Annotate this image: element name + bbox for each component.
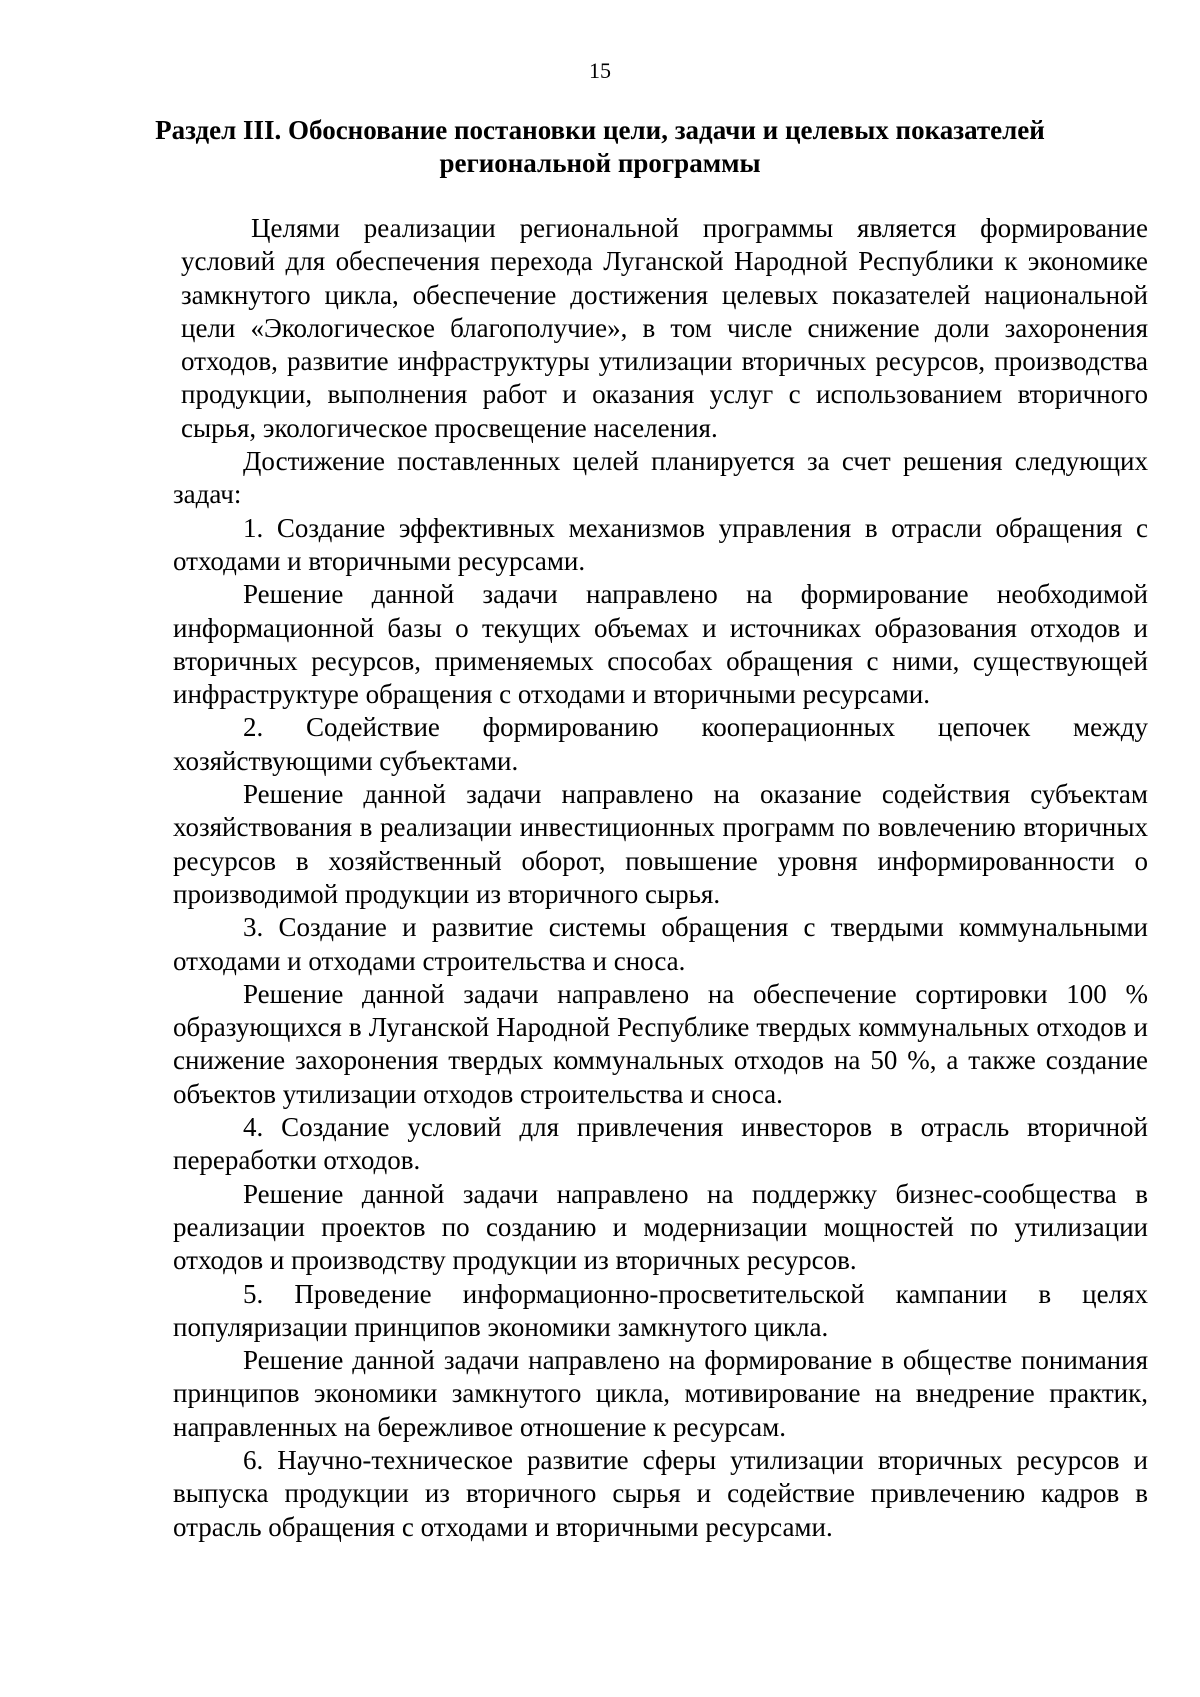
paragraph-task-2-solution: Решение данной задачи направлено на оказание содействия субъектам хозяйствования в реализации инвестиционных программ по вовлечению вторичных ресурсов в хозяйственный оборот, повышение уровня информированности о производимой продукции из вторичного сырья. [173, 779, 1148, 909]
paragraph-task-3: 3. Создание и развитие системы обращения с твердыми коммунальными отходами и отходами строительства и сноса. [173, 912, 1148, 976]
document-body [173, 212, 1148, 1544]
paragraph-task-5-solution: Решение данной задачи направлено на формирование в обществе понимания принципов экономики замкнутого цикла, мотивирование на внедрение практик, направленных на бережливое отношение к ресурсам. [173, 1345, 1148, 1442]
page-number: 15 [589, 58, 611, 83]
paragraph-goals: Целями реализации региональной программы является формирование условий для обеспечения перехода Луганской Народной Республики к экономике замкнутого цикла, обеспечение достижения целевых показателей национальной цели «Экологическое благополучие», в том числе снижение доли захоронения отходов, развитие инфраструктуры утилизации вторичных ресурсов, производства продукции, выполнения работ и оказания услуг с использованием вторичного сырья, экологическое просвещение населения. [181, 213, 1148, 443]
paragraph-task-4-solution: Решение данной задачи направлено на поддержку бизнес-сообщества в реализации проектов по созданию и модернизации мощностей по утилизации отходов и производству продукции из вторичных ресурсов. [173, 1178, 1148, 1276]
paragraph-task-2: 2. Содействие формированию кооперационных цепочек между хозяйствующими субъектами. [173, 712, 1148, 776]
section-heading-line-2: региональной программы [439, 148, 761, 178]
paragraph-task-3-solution: Решение данной задачи направлено на обеспечение сортировки 100 % образующихся в Луганской Народной Республике твердых коммунальных отходов и снижение захоронения твердых коммунальных отходов на 50 %, а также создание объектов утилизации отходов строительства и сноса. [173, 978, 1148, 1109]
paragraph-task-5: 5. Проведение информационно-просветительской кампании в целях популяризации принципов экономики замкнутого цикла. [173, 1278, 1148, 1342]
paragraph-task-4: 4. Создание условий для привлечения инвесторов в отрасль вторичной переработки отходов. [173, 1112, 1148, 1176]
paragraph-tasks-intro: Достижение поставленных целей планируется за счет решения следующих задач: [173, 446, 1148, 510]
paragraph-task-1-solution: Решение данной задачи направлено на формирование необходимой информационной базы о текущих объемах и источниках образования отходов и вторичных ресурсов, применяемых способах обращения с ними, существующей инфраструктуре обращения с отходами и вторичными ресурсами. [173, 579, 1148, 710]
section-heading-line-1: Раздел III. Обоснование постановки цели, задачи и целевых показателей [155, 115, 1045, 145]
paragraph-task-1: 1. Создание эффективных механизмов управления в отрасли обращения с отходами и вторичными ресурсами. [173, 512, 1148, 576]
section-heading [150, 114, 1050, 180]
paragraph-task-6: 6. Научно-техническое развитие сферы утилизации вторичных ресурсов и выпуска продукции из вторичного сырья и содействие привлечению кадров в отрасль обращения с отходами и вторичными ресурсами. [173, 1444, 1148, 1542]
